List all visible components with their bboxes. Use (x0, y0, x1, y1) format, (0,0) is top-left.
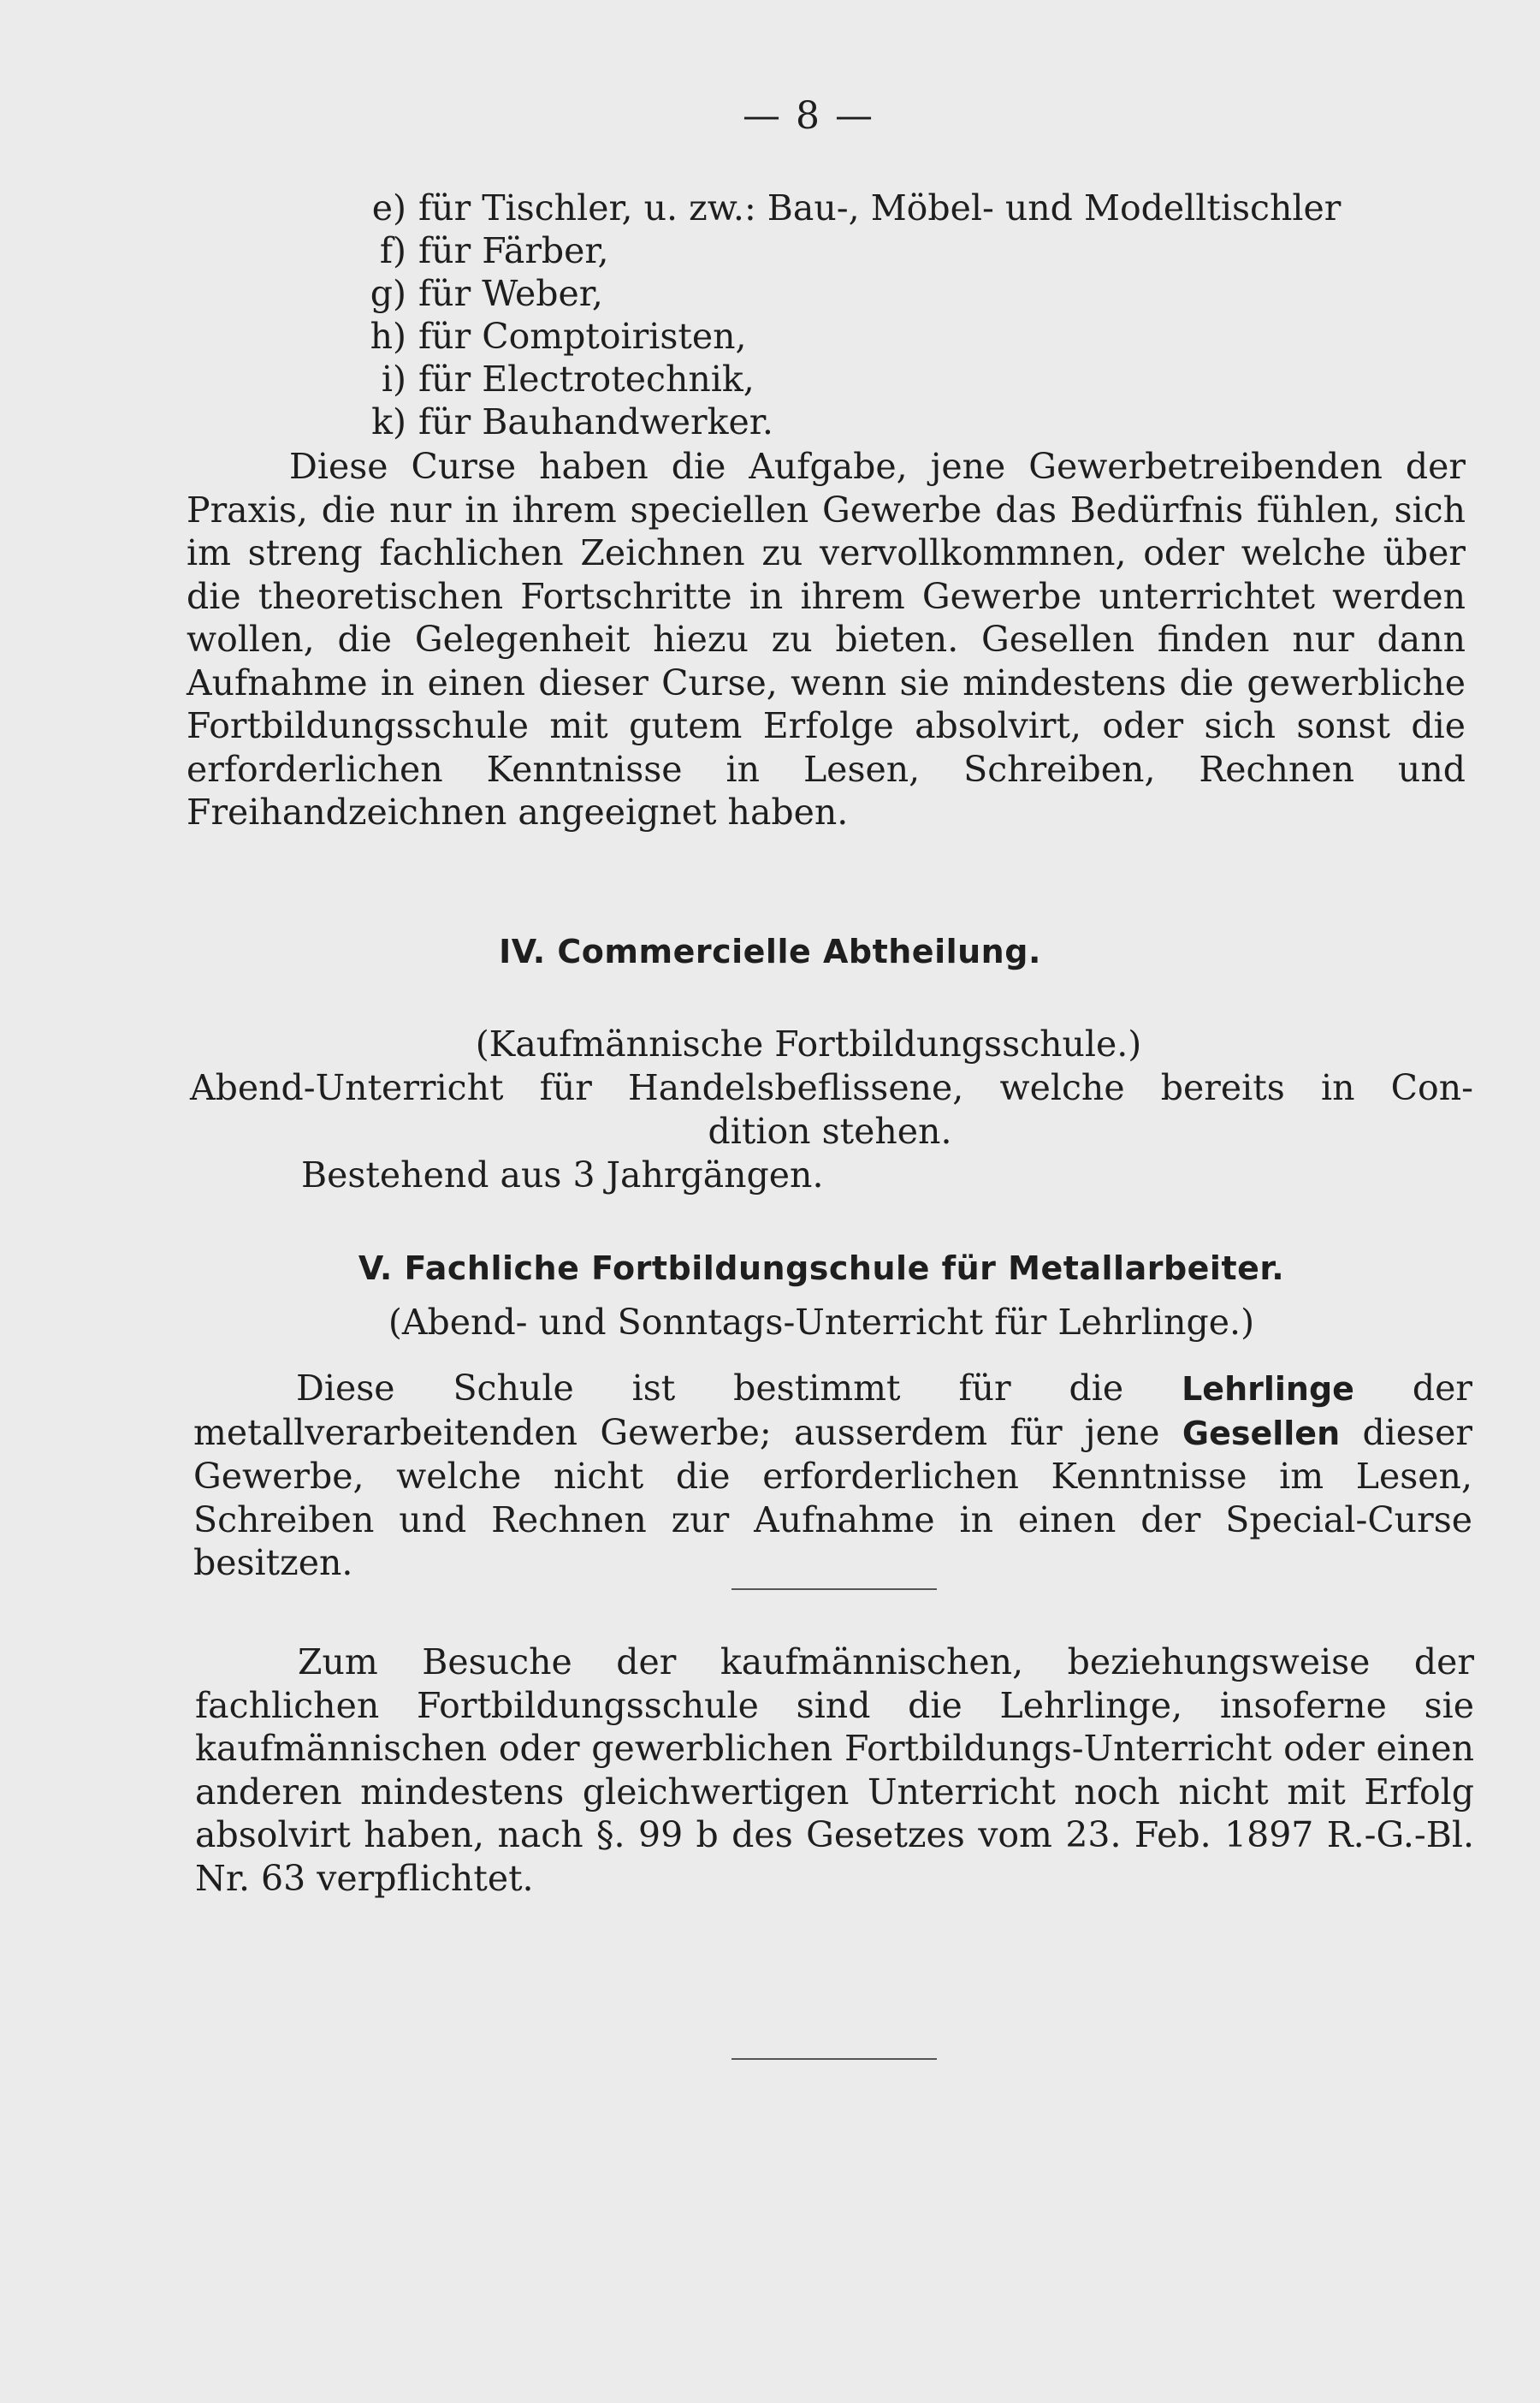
list-item-text: für Bauhandwerker. (418, 401, 773, 442)
section-text-line: dition stehen. (708, 1111, 952, 1152)
list-item-letter: i) (381, 359, 406, 400)
list-item-text: für Tischler, u. zw.: Bau-, Möbel- und Modelltischler (418, 187, 1342, 228)
paragraph-text: Diese Curse haben die Aufgabe, jene Gewerbetreibenden der Praxis, die nur in ihrem speciellen Gewerbe das Bedürfnis fühlen, sich im streng fachlichen Zeichnen zu vervollkommnen, oder welche über die theoretischen Fortschritte in ihrem Gewerbe unterrichtet werden wollen, die Gelegenheit hiezu zu bieten. Gesellen finden nur dann Aufnahme in einen dieser Curse, wenn sie mindestens die gewerbliche Fortbildungsschule mit gutem Erfolge absolvirt, oder sich sonst die erforderlichen Kenntnisse in Lesen, Schreiben, Rechnen und Freihandzeichnen angeeignet haben. (187, 446, 1466, 833)
list-item-text: für Electrotechnik, (418, 359, 755, 400)
divider-rule (732, 1588, 937, 1590)
list-item-letter: h) (370, 316, 406, 357)
divider-rule (732, 2058, 937, 2060)
paragraph-text: Diese Schule ist bestimmt für die (296, 1368, 1124, 1409)
paragraph-curse-purpose (187, 445, 1466, 834)
emphasis-lehrlinge: Lehrlinge (1182, 1370, 1354, 1408)
list-item (338, 315, 1476, 358)
paragraph-obligation (195, 1641, 1474, 1900)
trade-course-list (338, 187, 1476, 443)
list-item-letter: k) (371, 401, 406, 442)
section-heading-commercial: IV. Commercielle Abtheilung. (499, 933, 1041, 970)
paragraph-text: der metallverarbeitenden Gewerbe; ausserdem für jene (193, 1368, 1472, 1453)
section-text-line: Abend-Unterricht für Handelsbeflissene, welche bereits in Con- (190, 1067, 1473, 1108)
section-subtitle-commercial: (Kaufmännische Fortbildungsschule.) (475, 1024, 1142, 1065)
list-item (338, 358, 1476, 400)
section-heading-metalworkers: V. Fachliche Fortbildungschule für Metallarbeiter. (358, 1249, 1285, 1287)
section-text-line: Bestehend aus 3 Jahrgängen. (301, 1154, 824, 1196)
list-item-text: für Comptoiristen, (418, 316, 747, 357)
list-item-text: für Weber, (418, 273, 603, 314)
list-item (338, 400, 1476, 443)
emphasis-gesellen: Gesellen (1182, 1414, 1341, 1452)
paragraph-text: dieser Gewerbe, welche nicht die erforderlichen Kenntnisse im Lesen, Schreiben und Rechnen zur Aufnahme in einen der Special-Curse besitzen. (193, 1411, 1472, 1583)
list-item-letter: e) (371, 187, 406, 228)
page-number: — 8 — (743, 94, 874, 138)
list-item (338, 187, 1476, 229)
list-item (338, 229, 1476, 272)
section-subtitle-metalworkers: (Abend- und Sonntags-Unterricht für Lehrlinge.) (388, 1302, 1255, 1343)
list-item-letter: f) (379, 230, 406, 271)
paragraph-metalworkers (193, 1367, 1472, 1585)
list-item-text: für Färber, (418, 230, 609, 271)
paragraph-text: Zum Besuche der kaufmännischen, beziehungsweise der fachlichen Fortbildungsschule sind die Lehrlinge, insoferne sie kaufmännischen oder gewerblichen Fortbildungs-Unterricht oder einen anderen mindestens gleichwertigen Unterricht noch nicht mit Erfolg absolvirt haben, nach §. 99 b des Gesetzes vom 23. Feb. 1897 R.-G.-Bl. Nr. 63 verpflichtet. (195, 1641, 1474, 1899)
list-item-letter: g) (370, 273, 406, 314)
list-item (338, 272, 1476, 315)
